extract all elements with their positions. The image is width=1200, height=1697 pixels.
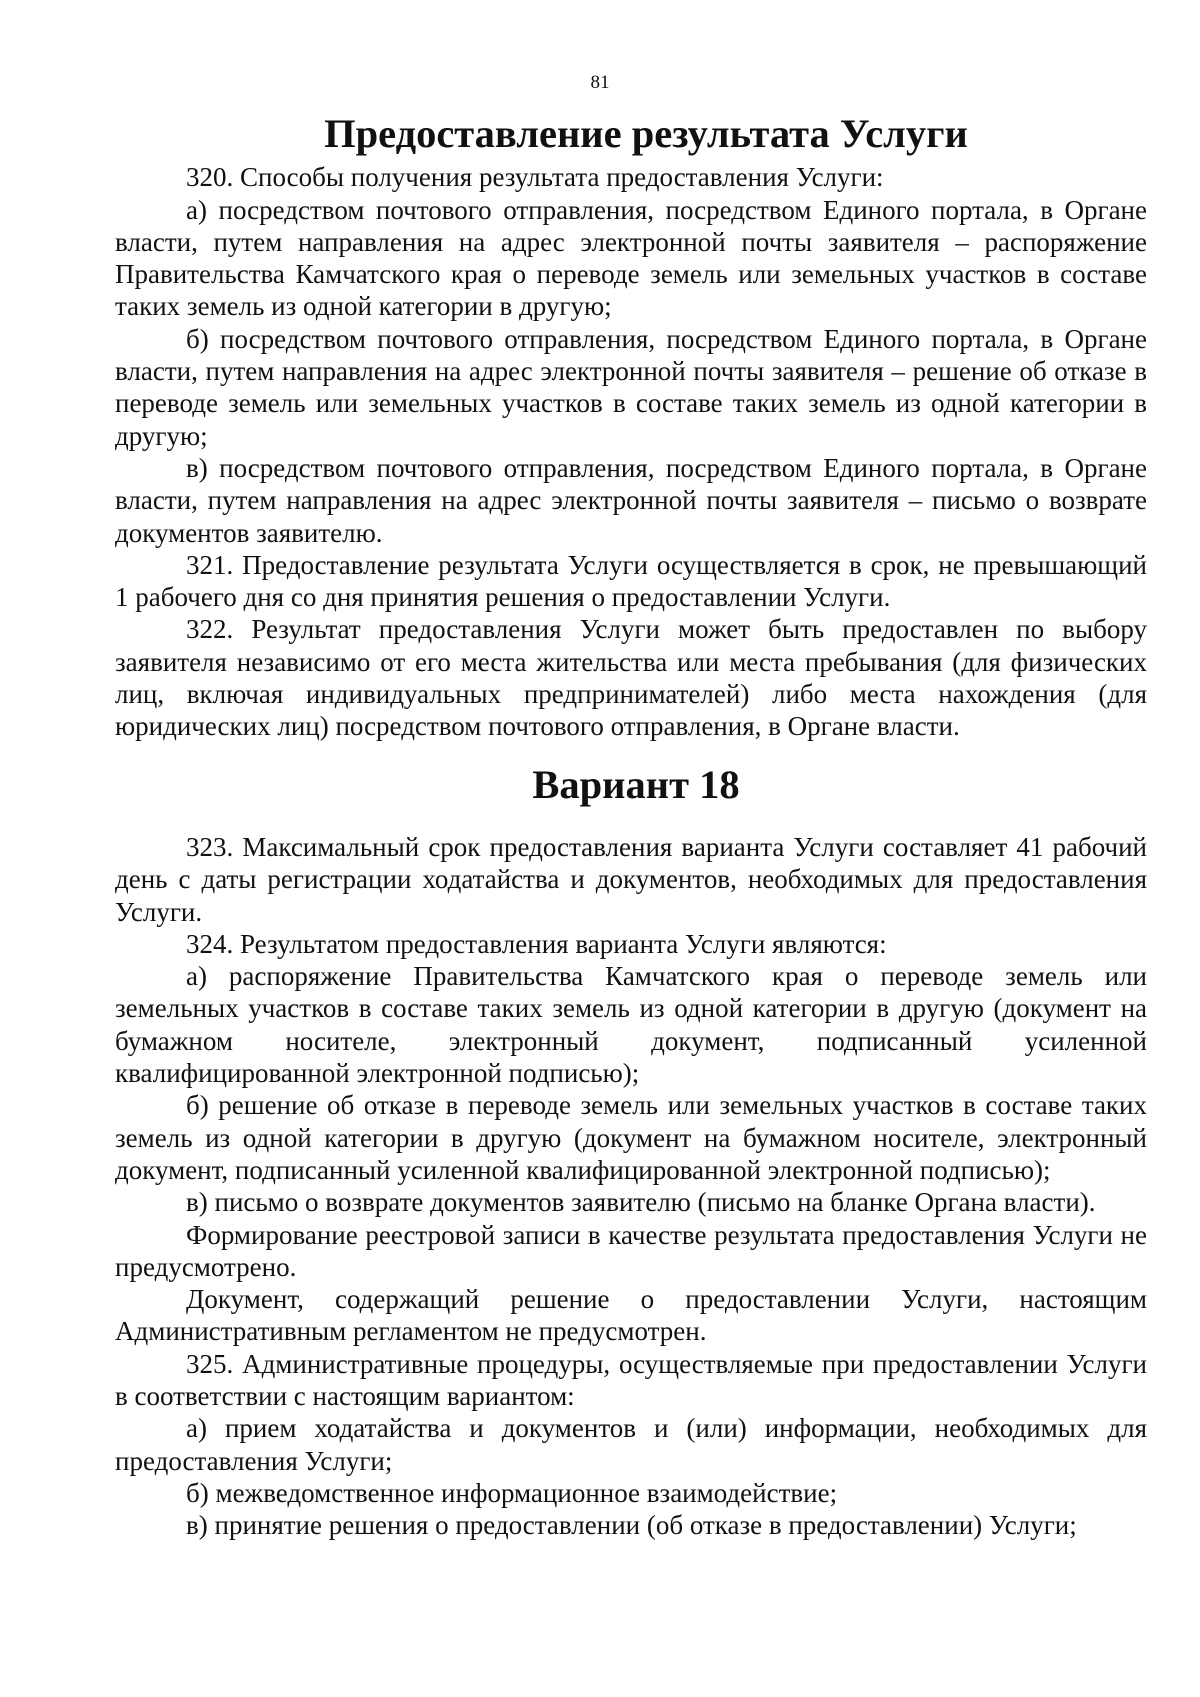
paragraph-324: 324. Результатом предоставления варианта Услуги являются: (186, 928, 887, 959)
paragraph-320-b: б) посредством почтового отправления, посредством Единого портала, в Органе власти, путем направления на адрес электронной почты заявителя – решение об отказе в переводе земель или земельных участков в составе таких земель из одной категории в другую; (115, 323, 1147, 451)
paragraph-registry-note: Формирование реестровой записи в качестве результата предоставления Услуги не предусмотрено. (115, 1219, 1147, 1282)
paragraph-document-note: Документ, содержащий решение о предоставлении Услуги, настоящим Административным регламентом не предусмотрен. (115, 1284, 1147, 1347)
paragraph-320: 320. Способы получения результата предоставления Услуги: (186, 162, 884, 193)
paragraph-325-v: в) принятие решения о предоставлении (об отказе в предоставлении) Услуги; (186, 1510, 1077, 1541)
document-body (115, 111, 1147, 1541)
paragraph-322: 322. Результат предоставления Услуги может быть предоставлен по выбору заявителя независимо от его места жительства или места пребывания (для физических лиц, включая индивидуальных предпринимателей) либо места нахождения (для юридических лиц) посредством почтового отправления, в Органе власти. (115, 614, 1147, 742)
paragraph-321: 321. Предоставление результата Услуги осуществляется в срок, не превышающий 1 рабочего дня со дня принятия решения о предоставлении Услуги. (115, 549, 1147, 613)
section-heading-variant-18: Вариант 18 (532, 761, 740, 807)
page-number: 81 (590, 72, 610, 93)
paragraph-320-a: а) посредством почтового отправления, посредством Единого портала, в Органе власти, путем направления на адрес электронной почты заявителя – распоряжение Правительства Камчатского края о переводе земель или земельных участков в составе таких земель из одной категории в другую; (115, 194, 1147, 322)
section-heading-result: Предоставление результата Услуги (324, 111, 968, 156)
paragraph-324-v: в) письмо о возврате документов заявителю (письмо на бланке Органа власти). (186, 1187, 1096, 1218)
paragraph-324-b: б) решение об отказе в переводе земель или земельных участков в составе таких земель из одной категории в другую (документ на бумажном носителе, электронный документ, подписанный усиленной квалифицированной электронной подписью); (115, 1090, 1147, 1185)
paragraph-325-b: б) межведомственное информационное взаимодействие; (186, 1477, 838, 1508)
paragraph-320-v: в) посредством почтового отправления, посредством Единого портала, в Органе власти, путем направления на адрес электронной почты заявителя – письмо о возврате документов заявителю. (115, 452, 1147, 548)
paragraph-325: 325. Административные процедуры, осуществляемые при предоставлении Услуги в соответствии с настоящим вариантом: (115, 1348, 1147, 1411)
paragraph-324-a: а) распоряжение Правительства Камчатского края о переводе земель или земельных участков в составе таких земель из одной категории в другую (документ на бумажном носителе, электронный документ, подписанный усиленной квалифицированной электронной подписью); (115, 961, 1147, 1089)
paragraph-323: 323. Максимальный срок предоставления варианта Услуги составляет 41 рабочий день с даты регистрации ходатайства и документов, необходимых для предоставления Услуги. (115, 831, 1147, 927)
paragraph-325-a: а) прием ходатайства и документов и (или) информации, необходимых для предоставления Услуги; (115, 1413, 1147, 1476)
